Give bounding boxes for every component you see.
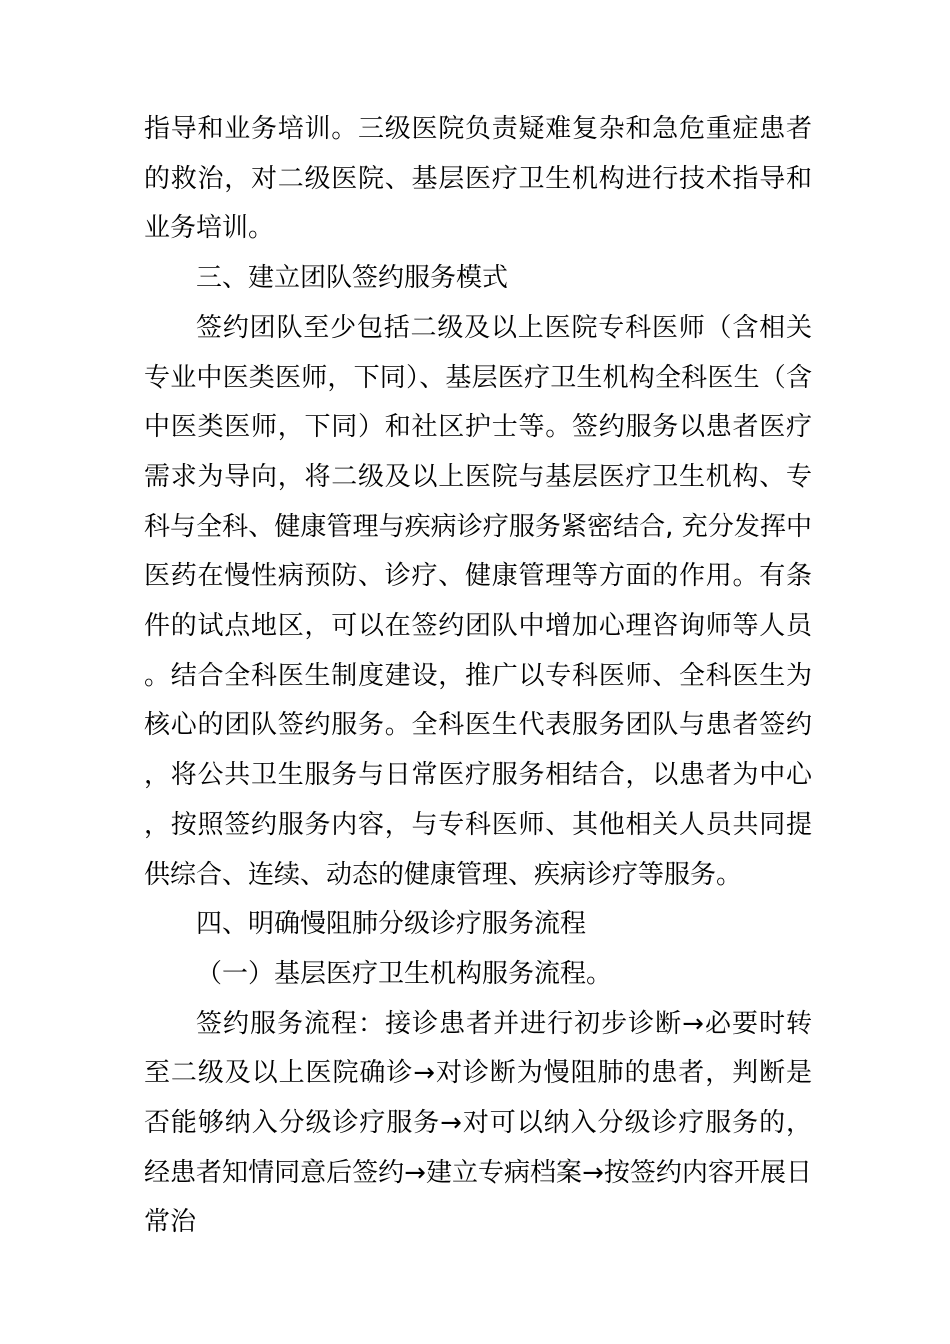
section-heading-4: 四、明确慢阻肺分级诊疗服务流程 — [196, 909, 587, 940]
paragraph-team-signing: 签约团队至少包括二级及以上医院专科医师（含相关专业中医类医师，下同）、基层医疗卫生机构全科医生（含中医类医师，下同）和社区护士等。签约服务以患者医疗需求为导向，将二级及以上医院与基层医疗卫生机构、专科与全科、健康管理与疾病诊疗服务紧密结合, 充分发挥中医药在慢性病预防、诊疗、健康管理等方面的作用。有条件的试点地区，可以在签约团队中增加心理咨询师等人员。结合全科医生制度建设，推广以专科医师、全科医生为核心的团队签约服务。全科医生代表服务团队与患者签约，将公共卫生服务与日常医疗服务相结合，以患者为中心，按照签约服务内容，与专科医师、其他相关人员共同提供综合、连续、动态的健康管理、疾病诊疗等服务。 — [144, 312, 812, 890]
section-heading-3: 三、建立团队签约服务模式 — [196, 263, 509, 294]
paragraph-continuation: 指导和业务培训。三级医院负责疑难复杂和急危重症患者的救治，对二级医院、基层医疗卫生机构进行技术指导和业务培训。 — [144, 114, 812, 244]
subsection-heading-1: （一）基层医疗卫生机构服务流程。 — [196, 958, 613, 989]
document-body — [144, 105, 812, 1248]
paragraph-signing-process: 签约服务流程：接诊患者并进行初步诊断→必要时转至二级及以上医院确诊→对诊断为慢阻肺的患者，判断是否能够纳入分级诊疗服务→对可以纳入分级诊疗服务的，经患者知情同意后签约→建立专病档案→按签约内容开展日常治 — [144, 1008, 812, 1238]
